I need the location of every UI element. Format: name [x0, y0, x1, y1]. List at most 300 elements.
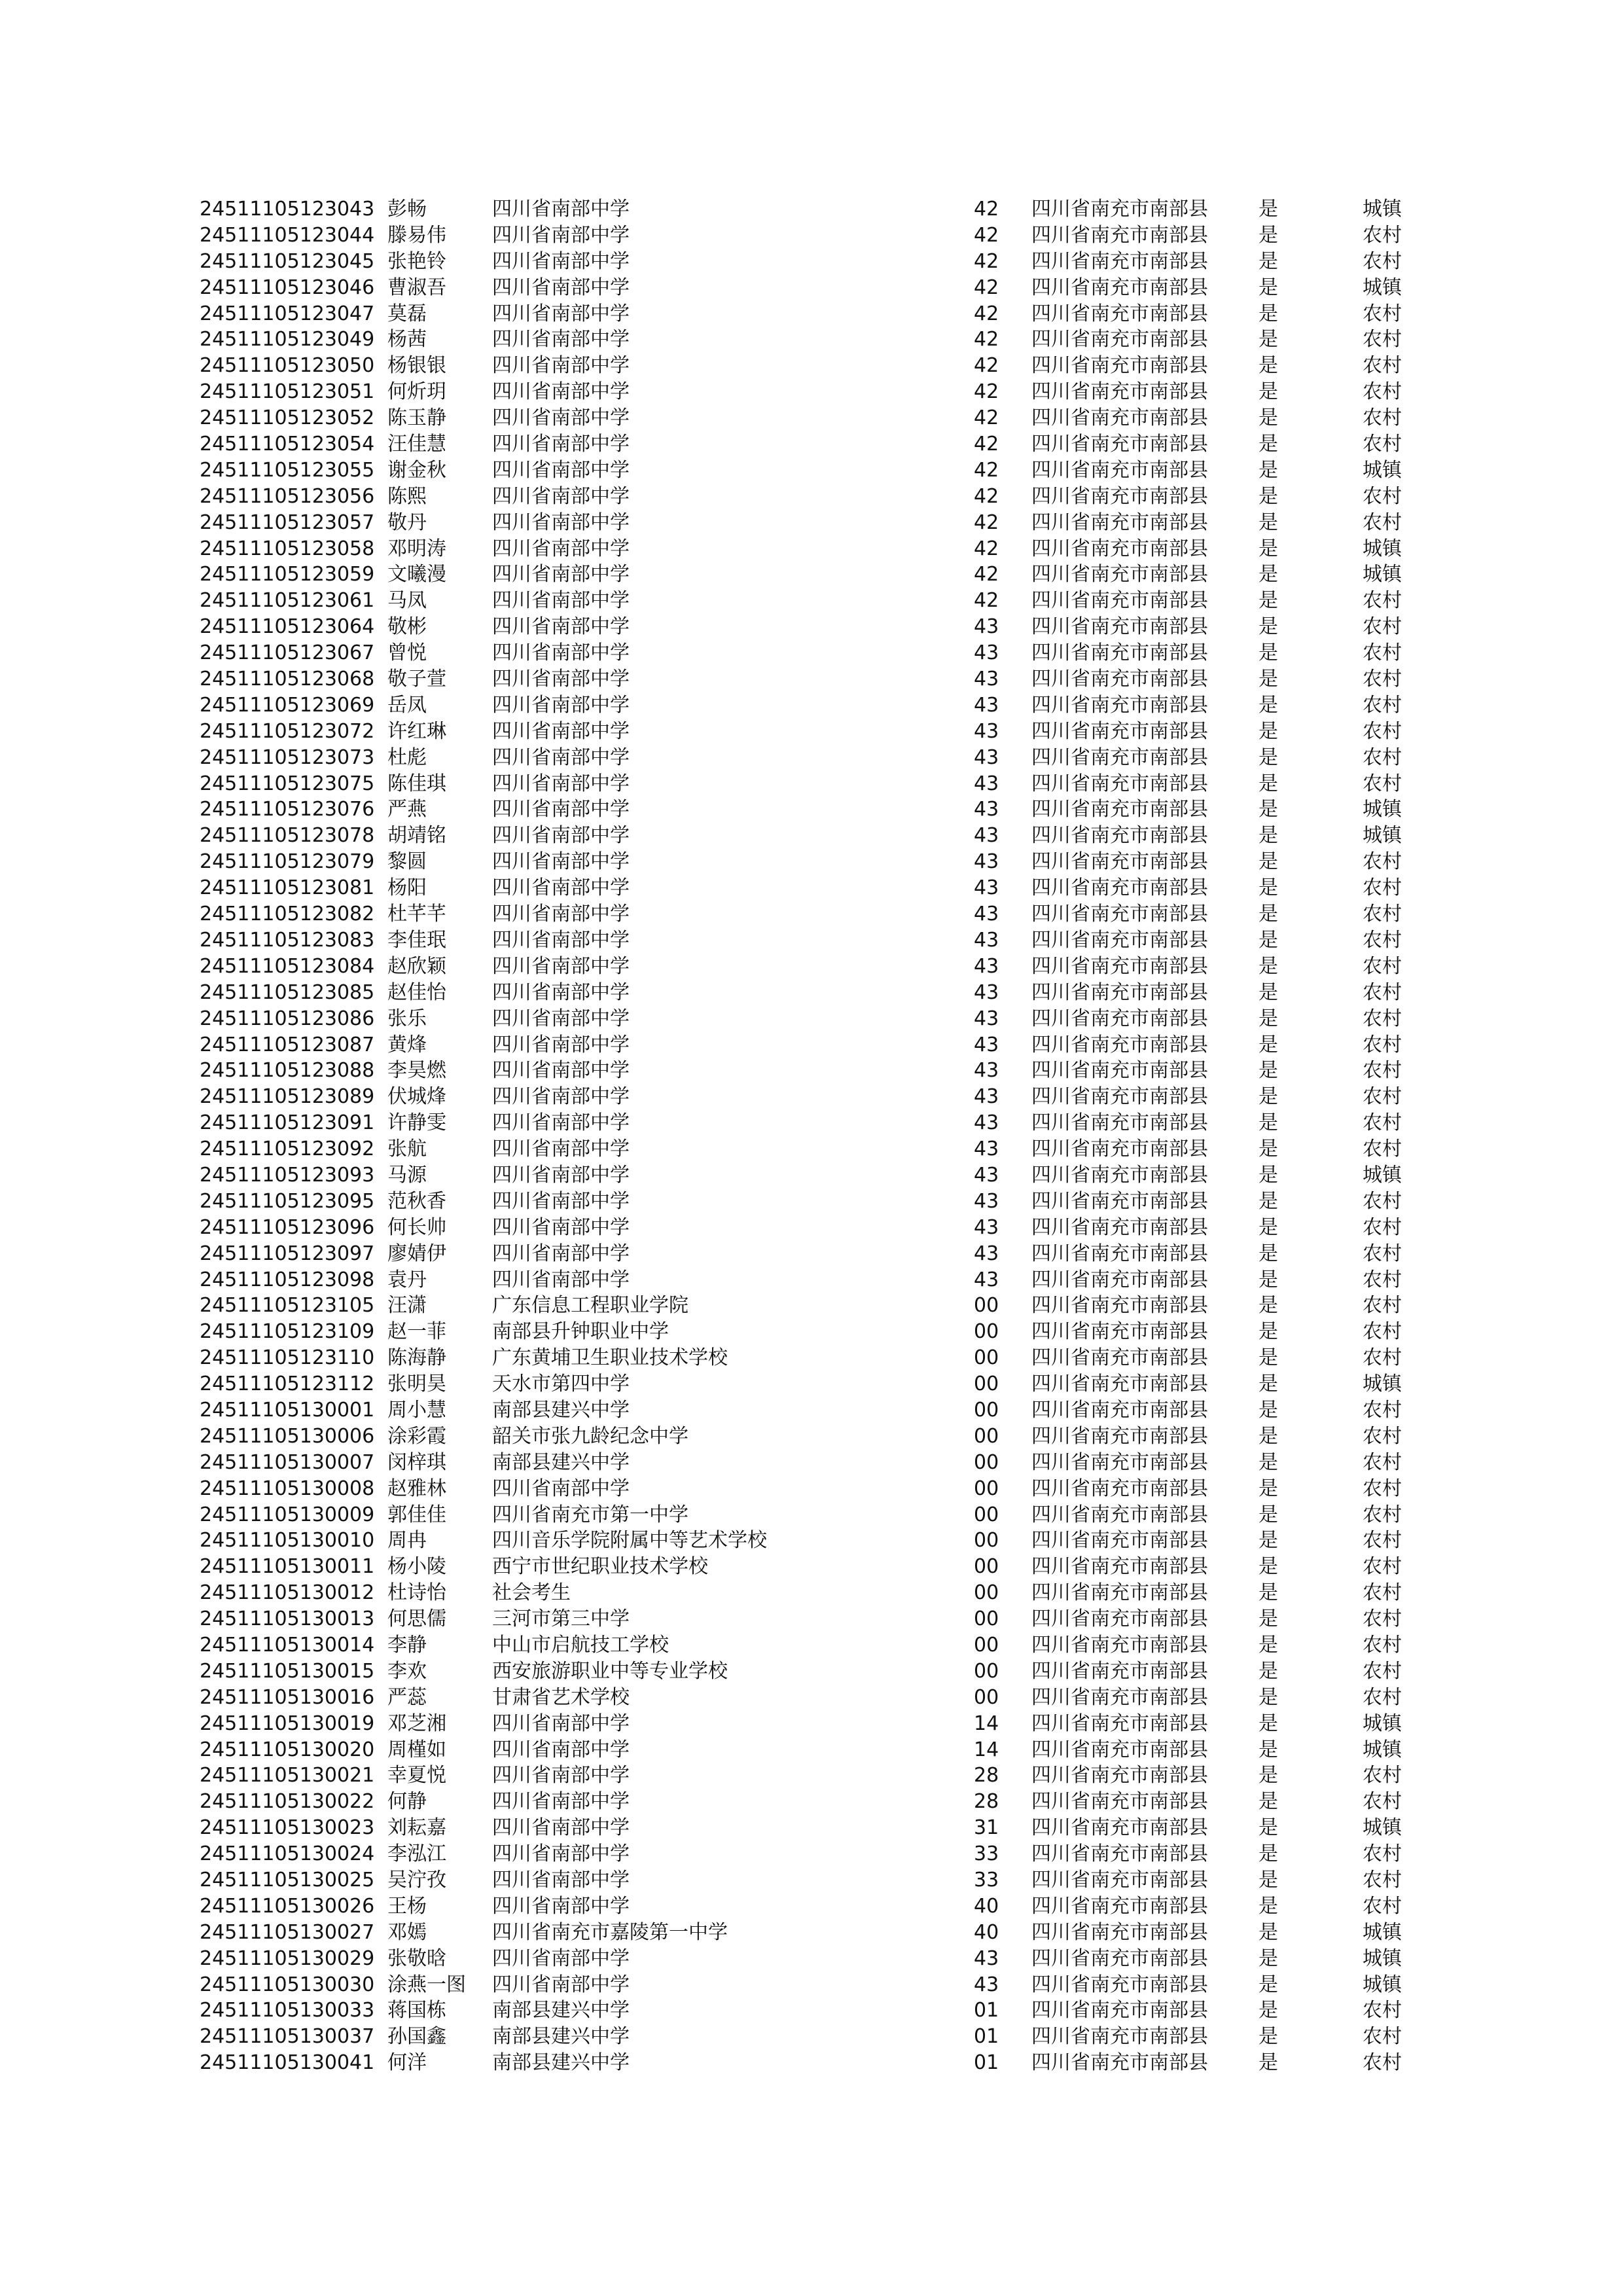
household-region: 四川省南充市南部县 — [1031, 719, 1208, 743]
table-row — [200, 405, 1430, 431]
school-name: 四川省南部中学 — [492, 850, 630, 874]
household-region: 四川省南充市南部县 — [1031, 1999, 1208, 2022]
category-code: 00 — [974, 1346, 999, 1370]
household-region: 四川省南充市南部县 — [1031, 1816, 1208, 1840]
candidate-id: 24511105123057 — [200, 511, 375, 534]
school-name: 四川省南部中学 — [492, 1033, 630, 1056]
candidate-id: 24511105123049 — [200, 328, 375, 351]
eligibility-flag: 是 — [1258, 903, 1278, 926]
household-region: 四川省南充市南部县 — [1031, 1215, 1208, 1239]
school-name: 南部县建兴中学 — [492, 2051, 630, 2075]
candidate-id: 24511105130041 — [200, 2051, 375, 2075]
residence-type: 农村 — [1363, 1764, 1402, 1787]
eligibility-flag: 是 — [1258, 1450, 1278, 1474]
household-region: 四川省南充市南部县 — [1031, 798, 1208, 821]
household-region: 四川省南充市南部县 — [1031, 745, 1208, 769]
table-row — [200, 1893, 1430, 1920]
school-name: 四川省南部中学 — [492, 745, 630, 769]
candidate-name: 汪佳慧 — [387, 433, 446, 456]
table-row — [200, 1632, 1430, 1659]
eligibility-flag: 是 — [1258, 1607, 1278, 1631]
household-region: 四川省南充市南部县 — [1031, 1555, 1208, 1579]
table-row — [200, 1946, 1430, 1972]
category-code: 43 — [974, 1033, 999, 1056]
table-row — [200, 901, 1430, 927]
household-region: 四川省南充市南部县 — [1031, 772, 1208, 795]
candidate-id: 24511105123083 — [200, 928, 375, 952]
household-region: 四川省南充市南部县 — [1031, 1189, 1208, 1213]
category-code: 42 — [974, 380, 999, 404]
table-row — [200, 196, 1430, 223]
residence-type: 农村 — [1363, 511, 1402, 534]
category-code: 33 — [974, 1842, 999, 1866]
candidate-id: 24511105123096 — [200, 1215, 375, 1239]
residence-type: 农村 — [1363, 1111, 1402, 1135]
candidate-name: 李静 — [387, 1633, 427, 1657]
category-code: 43 — [974, 1268, 999, 1291]
candidate-id: 24511105130009 — [200, 1503, 375, 1526]
household-region: 四川省南充市南部县 — [1031, 1685, 1208, 1709]
table-row — [200, 1789, 1430, 1815]
eligibility-flag: 是 — [1258, 1659, 1278, 1683]
school-name: 四川省南部中学 — [492, 928, 630, 952]
table-row — [200, 1215, 1430, 1241]
residence-type: 农村 — [1363, 615, 1402, 639]
candidate-name: 严蕊 — [387, 1685, 427, 1709]
household-region: 四川省南充市南部县 — [1031, 1085, 1208, 1109]
school-name: 四川省南部中学 — [492, 354, 630, 378]
school-name: 广东信息工程职业学院 — [492, 1294, 688, 1318]
residence-type: 农村 — [1363, 1424, 1402, 1448]
household-region: 四川省南充市南部县 — [1031, 1007, 1208, 1030]
residence-type: 城镇 — [1363, 1973, 1402, 1996]
candidate-id: 24511105123058 — [200, 537, 375, 560]
school-name: 四川省南部中学 — [492, 1477, 630, 1500]
candidate-name: 赵欣颖 — [387, 954, 446, 978]
residence-type: 农村 — [1363, 1685, 1402, 1709]
candidate-id: 24511105123059 — [200, 563, 375, 586]
candidate-id: 24511105123044 — [200, 223, 375, 247]
table-row — [200, 875, 1430, 901]
table-row — [200, 1606, 1430, 1632]
school-name: 四川省南部中学 — [492, 223, 630, 247]
household-region: 四川省南充市南部县 — [1031, 1450, 1208, 1474]
candidate-name: 赵一菲 — [387, 1320, 446, 1344]
category-code: 42 — [974, 198, 999, 221]
category-code: 43 — [974, 1163, 999, 1187]
candidate-id: 24511105130022 — [200, 1790, 375, 1814]
candidate-name: 敬子萱 — [387, 668, 446, 691]
household-region: 四川省南充市南部县 — [1031, 1738, 1208, 1761]
residence-type: 农村 — [1363, 772, 1402, 795]
residence-type: 城镇 — [1363, 798, 1402, 821]
category-code: 43 — [974, 1085, 999, 1109]
category-code: 43 — [974, 668, 999, 691]
eligibility-flag: 是 — [1258, 1946, 1278, 1970]
table-row — [200, 1397, 1430, 1424]
table-row — [200, 1476, 1430, 1502]
candidate-id: 24511105123087 — [200, 1033, 375, 1056]
category-code: 42 — [974, 484, 999, 508]
category-code: 43 — [974, 850, 999, 874]
table-row — [200, 1998, 1430, 2024]
candidate-name: 彭畅 — [387, 198, 427, 221]
eligibility-flag: 是 — [1258, 668, 1278, 691]
residence-type: 农村 — [1363, 1085, 1402, 1109]
eligibility-flag: 是 — [1258, 223, 1278, 247]
household-region: 四川省南充市南部县 — [1031, 903, 1208, 926]
household-region: 四川省南充市南部县 — [1031, 1163, 1208, 1187]
residence-type: 农村 — [1363, 668, 1402, 691]
eligibility-flag: 是 — [1258, 1738, 1278, 1761]
eligibility-flag: 是 — [1258, 1189, 1278, 1213]
table-row — [200, 327, 1430, 353]
residence-type: 农村 — [1363, 1555, 1402, 1579]
residence-type: 农村 — [1363, 249, 1402, 273]
table-row — [200, 1580, 1430, 1606]
school-name: 四川省南部中学 — [492, 641, 630, 665]
residence-type: 农村 — [1363, 1503, 1402, 1526]
category-code: 43 — [974, 1059, 999, 1083]
category-code: 40 — [974, 1894, 999, 1918]
candidate-name: 张敬晗 — [387, 1946, 446, 1970]
residence-type: 农村 — [1363, 2051, 1402, 2075]
household-region: 四川省南充市南部县 — [1031, 302, 1208, 325]
table-row — [200, 431, 1430, 457]
household-region: 四川省南充市南部县 — [1031, 563, 1208, 586]
eligibility-flag: 是 — [1258, 511, 1278, 534]
candidate-name: 范秋香 — [387, 1189, 446, 1213]
category-code: 42 — [974, 511, 999, 534]
candidate-name: 文曦漫 — [387, 563, 446, 586]
residence-type: 农村 — [1363, 1869, 1402, 1892]
candidate-id: 24511105130025 — [200, 1869, 375, 1892]
school-name: 南部县建兴中学 — [492, 1999, 630, 2022]
candidate-name: 张明昊 — [387, 1372, 446, 1396]
residence-type: 农村 — [1363, 1398, 1402, 1422]
category-code: 43 — [974, 980, 999, 1004]
category-code: 00 — [974, 1450, 999, 1474]
household-region: 四川省南充市南部县 — [1031, 406, 1208, 430]
table-row — [200, 1006, 1430, 1032]
candidate-name: 刘耘嘉 — [387, 1816, 446, 1840]
table-row — [200, 927, 1430, 954]
household-region: 四川省南充市南部县 — [1031, 589, 1208, 613]
candidate-id: 24511105123069 — [200, 693, 375, 717]
residence-type: 农村 — [1363, 1581, 1402, 1605]
table-row — [200, 1371, 1430, 1397]
household-region: 四川省南充市南部县 — [1031, 693, 1208, 717]
candidate-id: 24511105123109 — [200, 1320, 375, 1344]
school-name: 四川省南部中学 — [492, 876, 630, 900]
category-code: 42 — [974, 589, 999, 613]
residence-type: 城镇 — [1363, 1946, 1402, 1970]
category-code: 43 — [974, 903, 999, 926]
residence-type: 农村 — [1363, 954, 1402, 978]
school-name: 三河市第三中学 — [492, 1607, 630, 1631]
household-region: 四川省南充市南部县 — [1031, 1111, 1208, 1135]
candidate-id: 24511105123112 — [200, 1372, 375, 1396]
category-code: 43 — [974, 1973, 999, 1996]
household-region: 四川省南充市南部县 — [1031, 1424, 1208, 1448]
candidate-id: 24511105123085 — [200, 980, 375, 1004]
residence-type: 农村 — [1363, 1320, 1402, 1344]
eligibility-flag: 是 — [1258, 693, 1278, 717]
candidate-id: 24511105123110 — [200, 1346, 375, 1370]
category-code: 43 — [974, 745, 999, 769]
category-code: 00 — [974, 1581, 999, 1605]
candidate-id: 24511105123054 — [200, 433, 375, 456]
household-region: 四川省南充市南部县 — [1031, 484, 1208, 508]
category-code: 43 — [974, 1189, 999, 1213]
candidate-id: 24511105123043 — [200, 198, 375, 221]
school-name: 南部县升钟职业中学 — [492, 1320, 669, 1344]
residence-type: 农村 — [1363, 1842, 1402, 1866]
table-row — [200, 1084, 1430, 1110]
eligibility-flag: 是 — [1258, 824, 1278, 848]
category-code: 01 — [974, 1999, 999, 2022]
table-row — [200, 484, 1430, 510]
candidate-name: 何思儒 — [387, 1607, 446, 1631]
candidate-id: 24511105123078 — [200, 824, 375, 848]
school-name: 四川省南充市第一中学 — [492, 1503, 688, 1526]
residence-type: 城镇 — [1363, 1372, 1402, 1396]
candidate-name: 杨阳 — [387, 876, 427, 900]
residence-type: 城镇 — [1363, 1712, 1402, 1735]
residence-type: 农村 — [1363, 1659, 1402, 1683]
residence-type: 农村 — [1363, 433, 1402, 456]
eligibility-flag: 是 — [1258, 615, 1278, 639]
candidate-name: 吴泞孜 — [387, 1869, 446, 1892]
eligibility-flag: 是 — [1258, 1033, 1278, 1056]
residence-type: 城镇 — [1363, 458, 1402, 482]
candidate-name: 邓芝湘 — [387, 1712, 446, 1735]
category-code: 43 — [974, 1242, 999, 1265]
candidate-name: 郭佳佳 — [387, 1503, 446, 1526]
category-code: 43 — [974, 876, 999, 900]
household-region: 四川省南充市南部县 — [1031, 1920, 1208, 1944]
candidate-id: 24511105130006 — [200, 1424, 375, 1448]
candidate-id: 24511105123045 — [200, 249, 375, 273]
school-name: 四川省南充市嘉陵第一中学 — [492, 1920, 728, 1944]
school-name: 四川省南部中学 — [492, 1242, 630, 1265]
candidate-name: 何长帅 — [387, 1215, 446, 1239]
residence-type: 农村 — [1363, 928, 1402, 952]
category-code: 00 — [974, 1529, 999, 1552]
candidate-name: 廖婧伊 — [387, 1242, 446, 1265]
table-row — [200, 1162, 1430, 1189]
household-region: 四川省南充市南部县 — [1031, 223, 1208, 247]
candidate-id: 24511105130019 — [200, 1712, 375, 1735]
candidate-name: 岳凤 — [387, 693, 427, 717]
residence-type: 城镇 — [1363, 1738, 1402, 1761]
candidate-id: 24511105123086 — [200, 1007, 375, 1030]
eligibility-flag: 是 — [1258, 433, 1278, 456]
candidate-name: 涂燕一图 — [387, 1973, 466, 1996]
candidate-name: 曾悦 — [387, 641, 427, 665]
candidate-name: 黎圆 — [387, 850, 427, 874]
school-name: 四川省南部中学 — [492, 719, 630, 743]
school-name: 四川省南部中学 — [492, 302, 630, 325]
category-code: 42 — [974, 328, 999, 351]
candidate-id: 24511105130012 — [200, 1581, 375, 1605]
eligibility-flag: 是 — [1258, 1059, 1278, 1083]
school-name: 四川省南部中学 — [492, 276, 630, 299]
candidate-name: 陈熙 — [387, 484, 427, 508]
candidate-id: 24511105123081 — [200, 876, 375, 900]
household-region: 四川省南充市南部县 — [1031, 1294, 1208, 1318]
school-name: 四川省南部中学 — [492, 537, 630, 560]
category-code: 33 — [974, 1869, 999, 1892]
candidate-name: 邓嫣 — [387, 1920, 427, 1944]
school-name: 四川省南部中学 — [492, 1816, 630, 1840]
eligibility-flag: 是 — [1258, 1215, 1278, 1239]
residence-type: 农村 — [1363, 328, 1402, 351]
table-row — [200, 562, 1430, 588]
school-name: 四川省南部中学 — [492, 380, 630, 404]
residence-type: 农村 — [1363, 903, 1402, 926]
school-name: 甘肃省艺术学校 — [492, 1685, 630, 1709]
eligibility-flag: 是 — [1258, 1372, 1278, 1396]
candidate-id: 24511105130037 — [200, 2025, 375, 2049]
household-region: 四川省南充市南部县 — [1031, 249, 1208, 273]
table-row — [200, 614, 1430, 640]
household-region: 四川省南充市南部县 — [1031, 1138, 1208, 1161]
household-region: 四川省南充市南部县 — [1031, 2025, 1208, 2049]
residence-type: 农村 — [1363, 1477, 1402, 1500]
household-region: 四川省南充市南部县 — [1031, 928, 1208, 952]
candidate-name: 邓明涛 — [387, 537, 446, 560]
category-code: 43 — [974, 928, 999, 952]
school-name: 四川省南部中学 — [492, 1790, 630, 1814]
candidate-id: 24511105130010 — [200, 1529, 375, 1552]
category-code: 42 — [974, 563, 999, 586]
table-row — [200, 1241, 1430, 1267]
candidate-id: 24511105123076 — [200, 798, 375, 821]
residence-type: 农村 — [1363, 719, 1402, 743]
category-code: 42 — [974, 433, 999, 456]
candidate-name: 敬彬 — [387, 615, 427, 639]
household-region: 四川省南充市南部县 — [1031, 1894, 1208, 1918]
eligibility-flag: 是 — [1258, 276, 1278, 299]
candidate-name: 许红琳 — [387, 719, 446, 743]
school-name: 四川省南部中学 — [492, 615, 630, 639]
table-row — [200, 457, 1430, 484]
household-region: 四川省南充市南部县 — [1031, 1372, 1208, 1396]
candidate-name: 何静 — [387, 1790, 427, 1814]
category-code: 42 — [974, 249, 999, 273]
household-region: 四川省南充市南部县 — [1031, 1268, 1208, 1291]
candidate-name: 伏城烽 — [387, 1085, 446, 1109]
household-region: 四川省南充市南部县 — [1031, 276, 1208, 299]
category-code: 42 — [974, 354, 999, 378]
eligibility-flag: 是 — [1258, 1346, 1278, 1370]
school-name: 四川省南部中学 — [492, 1215, 630, 1239]
household-region: 四川省南充市南部县 — [1031, 1242, 1208, 1265]
candidate-id: 24511105123097 — [200, 1242, 375, 1265]
eligibility-flag: 是 — [1258, 1764, 1278, 1787]
candidate-id: 24511105123105 — [200, 1294, 375, 1318]
candidate-name: 陈玉静 — [387, 406, 446, 430]
household-region: 四川省南充市南部县 — [1031, 1659, 1208, 1683]
eligibility-flag: 是 — [1258, 484, 1278, 508]
table-row — [200, 353, 1430, 379]
eligibility-flag: 是 — [1258, 1294, 1278, 1318]
household-region: 四川省南充市南部县 — [1031, 511, 1208, 534]
household-region: 四川省南充市南部县 — [1031, 198, 1208, 221]
category-code: 14 — [974, 1738, 999, 1761]
school-name: 天水市第四中学 — [492, 1372, 630, 1396]
candidate-id: 24511105123061 — [200, 589, 375, 613]
school-name: 四川省南部中学 — [492, 1111, 630, 1135]
candidate-name: 曹淑吾 — [387, 276, 446, 299]
table-row — [200, 797, 1430, 823]
household-region: 四川省南充市南部县 — [1031, 980, 1208, 1004]
category-code: 43 — [974, 693, 999, 717]
candidate-id: 24511105130023 — [200, 1816, 375, 1840]
candidate-id: 24511105130020 — [200, 1738, 375, 1761]
household-region: 四川省南充市南部县 — [1031, 1869, 1208, 1892]
category-code: 00 — [974, 1398, 999, 1422]
category-code: 42 — [974, 276, 999, 299]
candidate-name: 严燕 — [387, 798, 427, 821]
eligibility-flag: 是 — [1258, 589, 1278, 613]
residence-type: 农村 — [1363, 406, 1402, 430]
table-row — [200, 1867, 1430, 1893]
roster-table — [200, 196, 1430, 2076]
candidate-name: 涂彩霞 — [387, 1424, 446, 1448]
candidate-name: 杜芊芊 — [387, 903, 446, 926]
household-region: 四川省南充市南部县 — [1031, 458, 1208, 482]
residence-type: 城镇 — [1363, 824, 1402, 848]
category-code: 43 — [974, 824, 999, 848]
table-row — [200, 692, 1430, 719]
category-code: 43 — [974, 1138, 999, 1161]
category-code: 43 — [974, 1007, 999, 1030]
household-region: 四川省南充市南部县 — [1031, 1059, 1208, 1083]
school-name: 四川省南部中学 — [492, 693, 630, 717]
eligibility-flag: 是 — [1258, 772, 1278, 795]
school-name: 四川省南部中学 — [492, 1712, 630, 1735]
table-row — [200, 745, 1430, 771]
household-region: 四川省南充市南部县 — [1031, 668, 1208, 691]
eligibility-flag: 是 — [1258, 850, 1278, 874]
eligibility-flag: 是 — [1258, 198, 1278, 221]
table-row — [200, 1058, 1430, 1084]
residence-type: 城镇 — [1363, 276, 1402, 299]
school-name: 广东黄埔卫生职业技术学校 — [492, 1346, 728, 1370]
household-region: 四川省南充市南部县 — [1031, 1581, 1208, 1605]
category-code: 14 — [974, 1712, 999, 1735]
eligibility-flag: 是 — [1258, 641, 1278, 665]
residence-type: 农村 — [1363, 589, 1402, 613]
category-code: 43 — [974, 954, 999, 978]
eligibility-flag: 是 — [1258, 563, 1278, 586]
residence-type: 农村 — [1363, 354, 1402, 378]
candidate-id: 24511105123075 — [200, 772, 375, 795]
eligibility-flag: 是 — [1258, 798, 1278, 821]
residence-type: 农村 — [1363, 2025, 1402, 2049]
school-name: 四川省南部中学 — [492, 980, 630, 1004]
school-name: 四川省南部中学 — [492, 1842, 630, 1866]
eligibility-flag: 是 — [1258, 1920, 1278, 1944]
candidate-name: 莫磊 — [387, 302, 427, 325]
candidate-name: 谢金秋 — [387, 458, 446, 482]
candidate-name: 幸夏悦 — [387, 1764, 446, 1787]
residence-type: 农村 — [1363, 1790, 1402, 1814]
household-region: 四川省南充市南部县 — [1031, 1320, 1208, 1344]
table-row — [200, 1424, 1430, 1450]
